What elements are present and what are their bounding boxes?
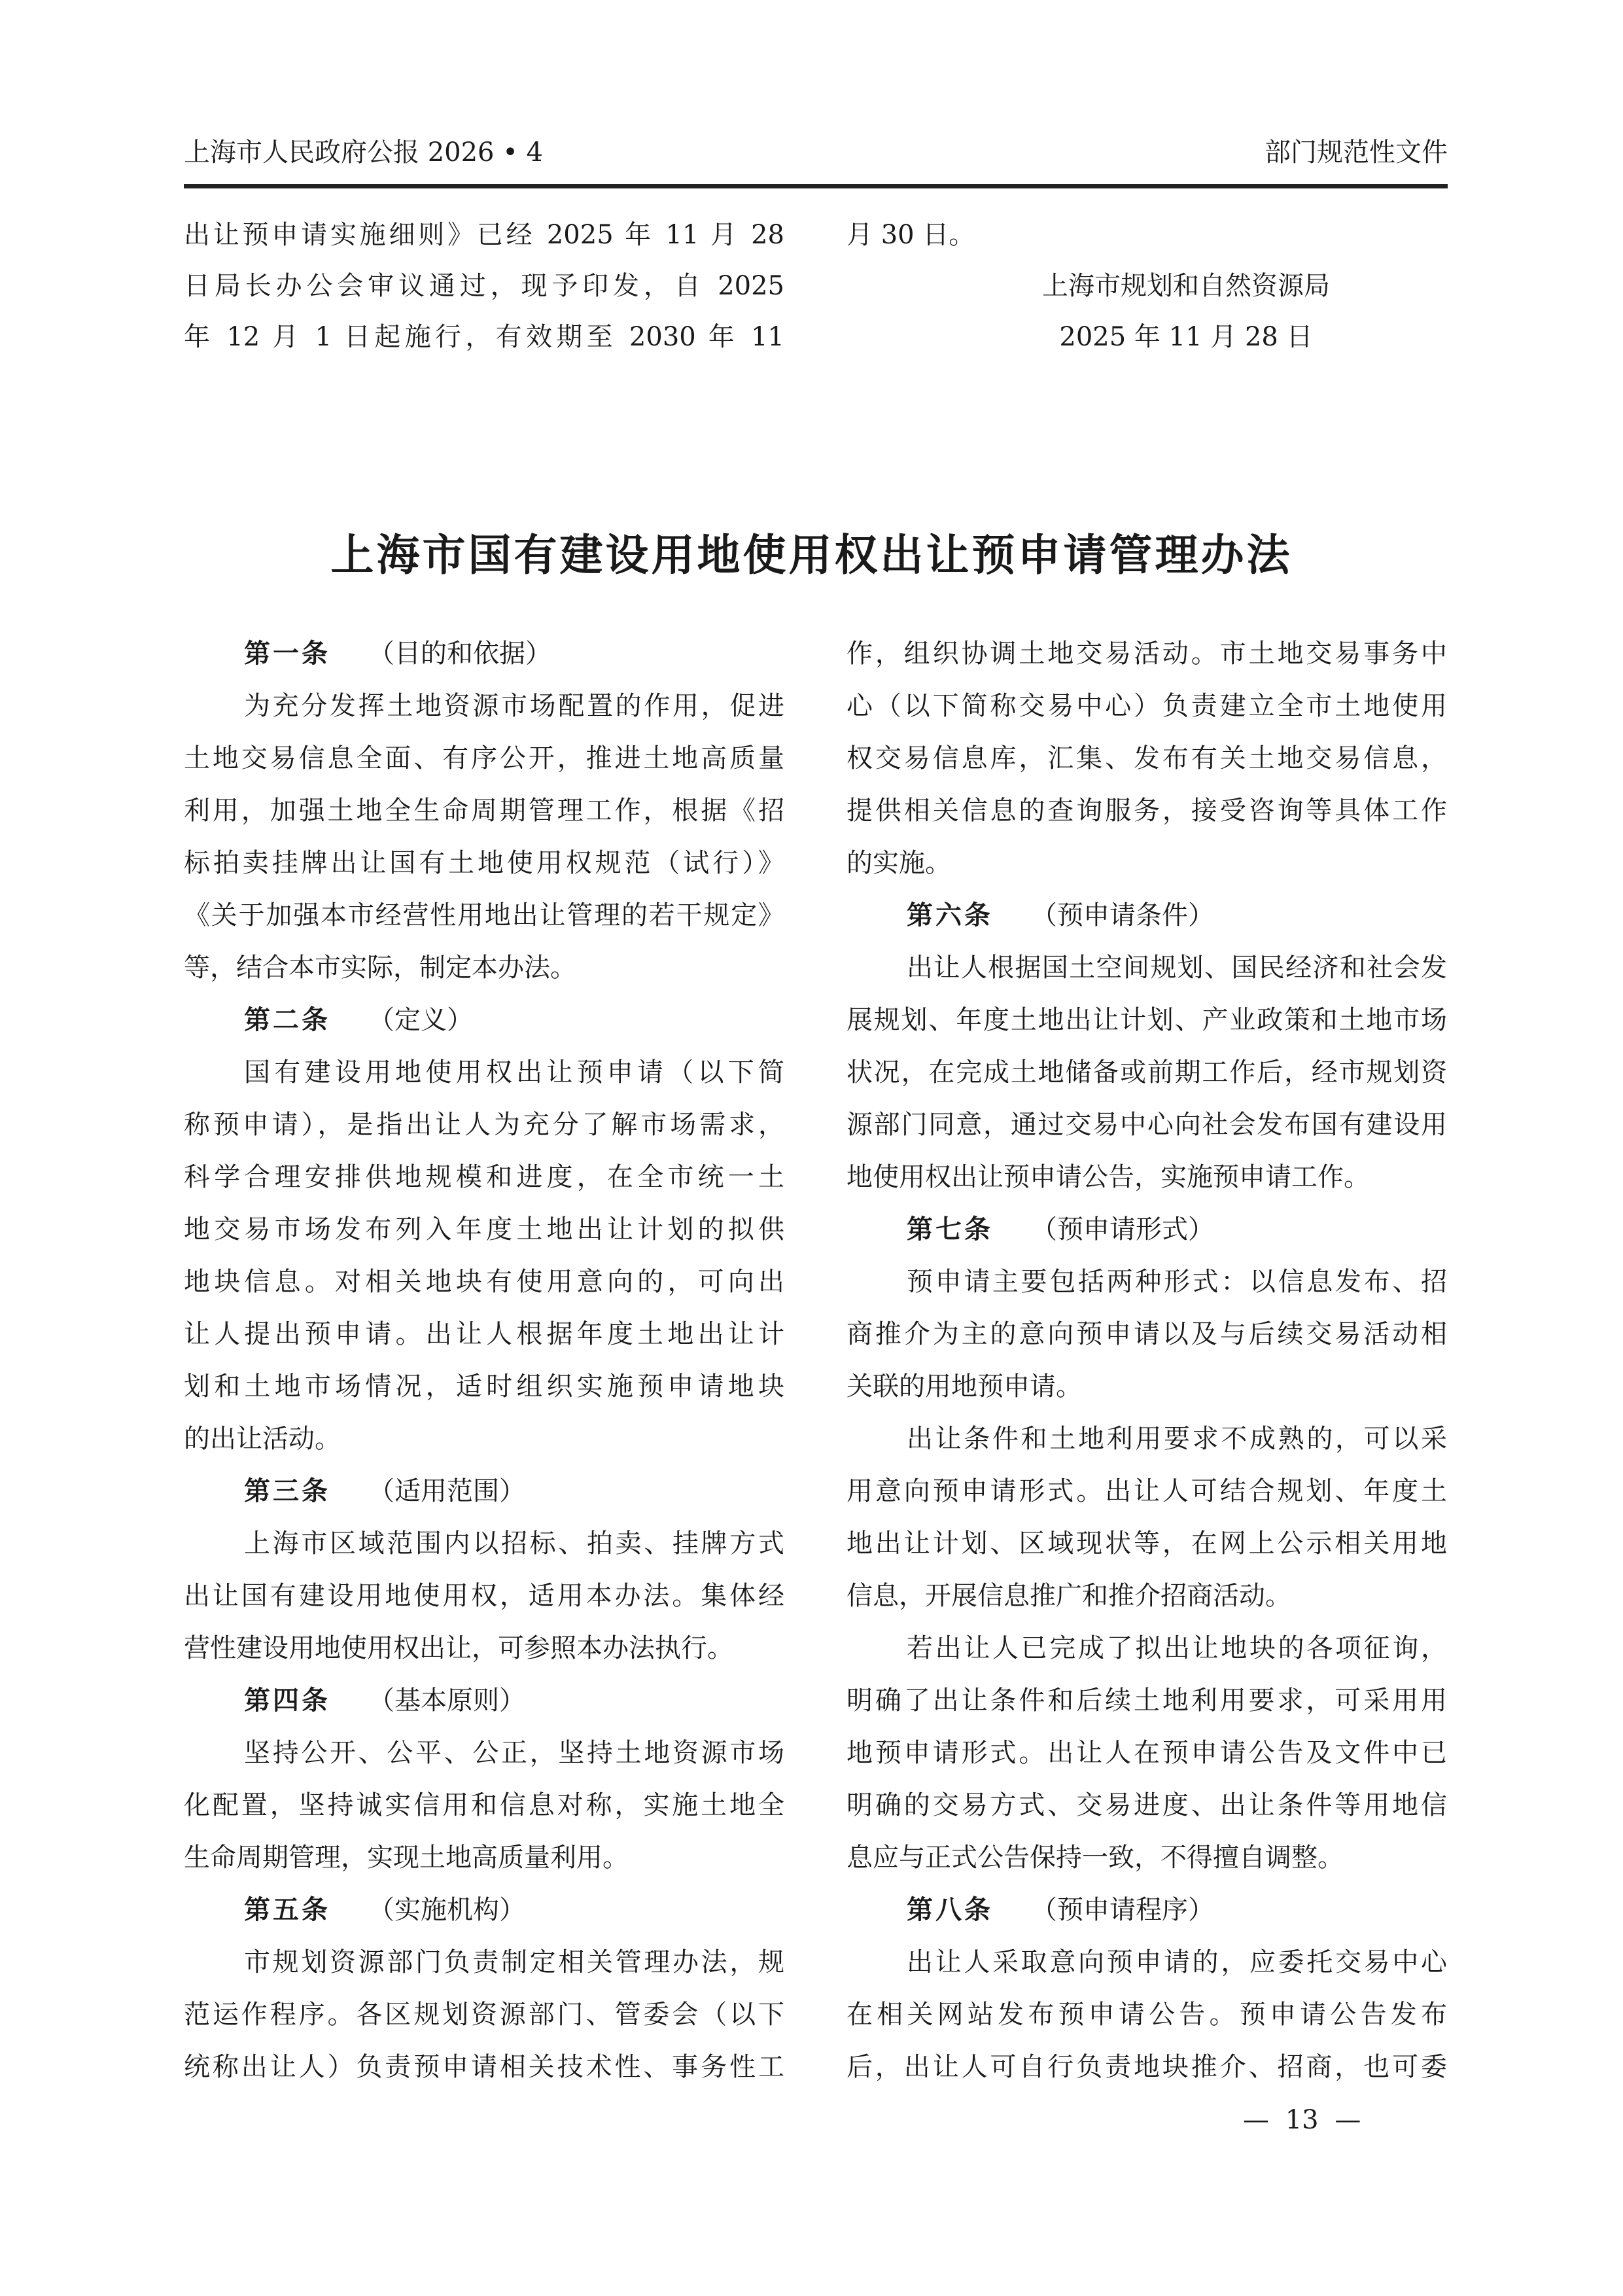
text-line: 出让人采取意向预申请的，应委托交易中心 [907,1947,1447,1977]
text-line: 划和土地市场情况，适时组织实施预申请地块 [184,1371,784,1402]
article-title: （基本原则） [368,1686,525,1716]
text-line: 若出让人已完成了拟出让地块的各项征询， [907,1633,1447,1663]
text-line: 状况，在完成土地储备或前期工作后，经市规划资 [846,1057,1447,1087]
text-line: 称预申请），是指出让人为充分了解市场需求， [184,1110,784,1140]
paragraph [846,942,1447,1203]
article-number: 第八条 [907,1895,993,1925]
text-line: 信息，开展信息推广和推介招商活动。 [846,1581,1291,1611]
article-title: （定义） [368,1005,473,1035]
text-line: 后，出让人可自行负责地块推介、招商，也可委 [846,2052,1447,2082]
article-heading [184,1884,784,1936]
article-number: 第六条 [907,900,993,930]
paragraph [184,1046,784,1465]
text-line: 为充分发挥土地资源市场配置的作用，促进 [244,691,784,721]
paragraph [184,680,784,994]
text-line: 统称出让人）负责预申请相关技术性、事务性工 [184,2052,784,2082]
paragraph [184,1936,784,2093]
text-line: 让人提出预申请。出让人根据年度土地出让计 [184,1319,784,1349]
text-line: 《关于加强本市经营性用地出让管理的若干规定》 [184,900,784,930]
text-line: 化配置，坚持诚实信用和信息对称，实施土地全 [184,1790,784,1820]
article-number: 第四条 [244,1686,330,1716]
issue-date: 2025 年 11 月 28 日 [1059,322,1313,352]
text-line: 地交易市场发布列入年度土地出让计划的拟供 [184,1214,784,1245]
text-line: 明确了出让条件和后续土地利用要求，可采用用 [846,1686,1447,1716]
text-line: 国有建设用地使用权出让预申请（以下简 [244,1057,784,1087]
text-line: 标拍卖挂牌出让国有土地使用权规范（试行）》 [184,848,784,878]
article-heading [846,1884,1447,1936]
article-title: （实施机构） [368,1895,525,1925]
article-number: 第三条 [244,1476,330,1506]
article-heading [184,994,784,1046]
text-line: 地使用权出让预申请公告，实施预申请工作。 [846,1162,1370,1192]
text-line: 利用，加强土地全生命周期管理工作，根据《招 [184,796,784,826]
text-line: 等，结合本市实际，制定本办法。 [184,953,576,983]
article-title: （预申请形式） [1031,1214,1214,1245]
header-rule [184,184,1448,188]
text-line: 源部门同意，通过交易中心向社会发布国有建设用 [846,1110,1447,1140]
left-column [184,627,784,2093]
text-line: 预申请主要包括两种形式：以信息发布、招 [907,1267,1447,1297]
article-heading [846,1203,1447,1256]
article-title: （目的和依据） [368,639,551,669]
text-line: 坚持公开、公平、公正，坚持土地资源市场 [244,1738,784,1768]
article-heading [184,1674,784,1727]
text-line: 月 30 日。 [846,220,975,250]
intro-text [184,209,784,362]
paragraph [184,1517,784,1674]
text-line: 地预申请形式。出让人在预申请公告及文件中已 [846,1738,1447,1768]
text-line: 用意向预申请形式。出让人可结合规划、年度土 [846,1476,1447,1506]
text-line: 出让国有建设用地使用权，适用本办法。集体经 [184,1581,784,1611]
article-title: （适用范围） [368,1476,525,1506]
article-number: 第七条 [907,1214,993,1245]
text-line: 明确的交易方式、交易进度、出让条件等用地信 [846,1790,1447,1820]
paragraph [846,627,1447,889]
section-header: 部门规范性文件 [1265,137,1448,168]
text-line: 范运作程序。各区规划资源部门、管委会（以下 [184,2000,784,2030]
text-line: 提供相关信息的查询服务，接受咨询等具体工作 [846,796,1447,826]
article-title: （预申请条件） [1031,900,1214,930]
text-line: 地块信息。对相关地块有使用意向的，可向出 [184,1267,784,1297]
issuer: 上海市规划和自然资源局 [1042,271,1330,301]
text-line: 心（以下简称交易中心）负责建立全市土地使用 [846,691,1447,721]
text-line: 生命周期管理，实现土地高质量利用。 [184,1843,629,1873]
article-title: （预申请程序） [1031,1895,1214,1925]
text-line: 在相关网站发布预申请公告。预申请公告发布 [846,2000,1447,2030]
text-line: 作，组织协调土地交易活动。市土地交易事务中 [846,639,1447,669]
text-line: 年 12 月 1 日起施行，有效期至 2030 年 11 [184,322,784,352]
text-line: 市规划资源部门负责制定相关管理办法，规 [244,1947,784,1977]
article-number: 第二条 [244,1005,330,1035]
paragraph [846,1256,1447,1413]
intro-signature [846,209,1447,362]
text-line: 上海市区域范围内以招标、拍卖、挂牌方式 [244,1528,784,1559]
article-number: 第五条 [244,1895,330,1925]
paragraph [184,1727,784,1884]
text-line: 营性建设用地使用权出让，可参照本办法执行。 [184,1633,733,1663]
text-line: 科学合理安排供地规模和进度，在全市统一土 [184,1162,784,1192]
text-line: 出让人根据国土空间规划、国民经济和社会发 [907,953,1447,983]
paragraph [846,1413,1447,1622]
text-line: 出让条件和土地利用要求不成熟的，可以采 [907,1424,1447,1454]
text-line: 出让预申请实施细则》已经 2025 年 11 月 28 [184,220,784,250]
text-line: 息应与正式公告保持一致，不得擅自调整。 [846,1843,1344,1873]
document-title: 上海市国有建设用地使用权出让预申请管理办法 [330,530,1293,580]
text-line: 日局长办公会审议通过，现予印发，自 2025 [184,271,784,301]
article-heading [184,627,784,680]
paragraph [846,1936,1447,2093]
text-line: 关联的用地预申请。 [846,1371,1082,1402]
text-line: 商推介为主的意向预申请以及与后续交易活动相 [846,1319,1447,1349]
text-line: 的出让活动。 [184,1424,341,1454]
journal-header: 上海市人民政府公报 2026 • 4 [184,137,543,168]
right-column [846,627,1447,2093]
text-line: 地出让计划、区域现状等，在网上公示相关用地 [846,1528,1447,1559]
text-line: 展规划、年度土地出让计划、产业政策和土地市场 [846,1005,1447,1035]
article-number: 第一条 [244,639,330,669]
paragraph [846,1622,1447,1884]
text-line: 土地交易信息全面、有序公开，推进土地高质量 [184,743,784,773]
text-line: 权交易信息库，汇集、发布有关土地交易信息， [846,743,1447,773]
page-number: — 13 — [1243,2105,1361,2135]
text-line: 的实施。 [846,848,951,878]
article-heading [846,889,1447,942]
article-heading [184,1465,784,1517]
